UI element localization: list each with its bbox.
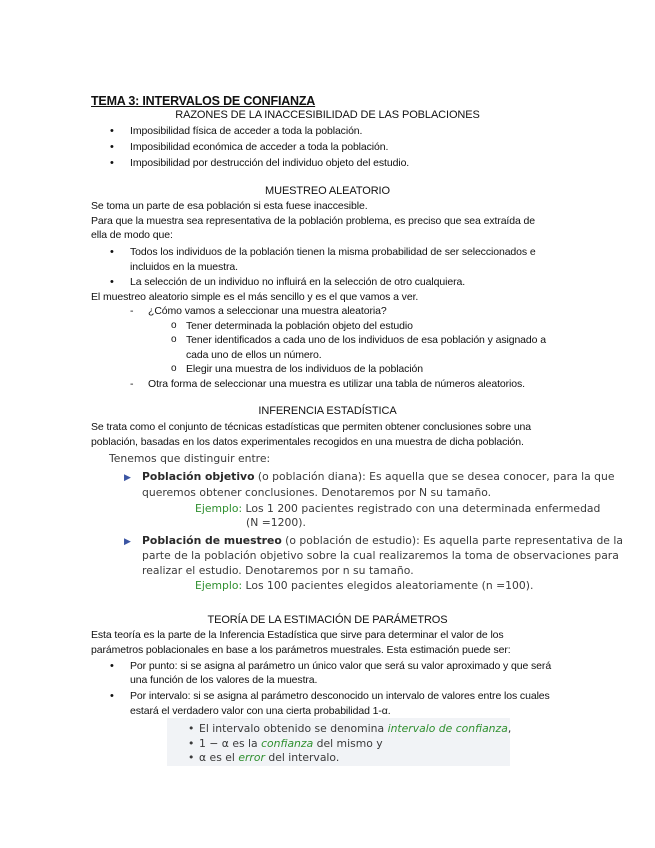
box-line — [199, 722, 511, 735]
example-text: Los 100 pacientes elegidos aleatoriamente (n =100). — [242, 579, 534, 592]
list-item: • Por intervalo: si se asigna al parámetro desconocido un intervalo de valores entre los cuales — [130, 690, 550, 702]
paragraph-line: población, basadas en los datos experimentales recogidos en una muestra de dicha población. — [91, 436, 524, 448]
sub-list-item: o Tener identificados a cada uno de los individuos de esa población y asignado a — [186, 334, 546, 346]
list-item-continuation: incluidos en la muestra. — [130, 261, 238, 273]
dash-item: - Otra forma de seleccionar una muestra es utilizar una tabla de números aleatorios. — [148, 378, 525, 390]
example-label: Ejemplo: — [195, 502, 243, 515]
highlight-term: intervalo de confianza — [387, 722, 508, 735]
box-text: α es el — [199, 751, 239, 764]
dash-item: - ¿Cómo vamos a seleccionar una muestra aleatoria? — [148, 305, 387, 317]
paragraph-line: Esta teoría es la parte de la Inferencia Estadística que sirve para determinar el valor de los — [91, 629, 504, 641]
list-item-continuation: una función de los valores de la muestra. — [130, 674, 318, 686]
box-text: 1 − α es la — [199, 737, 262, 750]
paragraph-line: ella de modo que: — [91, 229, 173, 241]
highlight-term: confianza — [261, 737, 314, 750]
embedded-intro: Tenemos que distinguir entre: — [109, 452, 271, 465]
section-heading-teoria: TEORÍA DE LA ESTIMACIÓN DE PARÁMETROS — [207, 614, 448, 626]
section-heading-inferencia: INFERENCIA ESTADÍSTICA — [258, 405, 397, 417]
sub-list-item: o Tener determinada la población objeto del estudio — [186, 320, 413, 332]
paragraph-line: Para que la muestra sea representativa de la población problema, es preciso que sea extraída de — [91, 215, 536, 227]
example-text: Los 1 200 pacientes registrado con una determinada enfermedad — [242, 502, 601, 515]
sub-list-item-continuation: cada uno de ellos un número. — [186, 349, 322, 361]
box-text: El intervalo obtenido se denomina — [199, 722, 388, 735]
list-item: • Por punto: si se asigna al parámetro un único valor que será su valor aproximado y que será — [130, 660, 551, 672]
example-line: (N =1200). — [246, 516, 306, 529]
triangle-bullet-icon: ▶ — [124, 472, 131, 482]
example-label: Ejemplo: — [195, 579, 243, 592]
highlight-term: error — [238, 751, 265, 764]
list-item-continuation: estará el verdadero valor con una cierta probabilidad 1-α. — [130, 705, 391, 717]
section-heading-razones: RAZONES DE LA INACCESIBILIDAD DE LAS POBLACIONES — [175, 109, 480, 121]
list-item: • La selección de un individuo no influirá en la selección de otro cualquiera. — [130, 276, 465, 288]
definition-text: (o población diana): Es aquella que se desea conocer, para la que — [254, 470, 615, 483]
section-heading-muestreo: MUESTREO ALEATORIO — [265, 185, 390, 197]
box-line — [199, 737, 383, 750]
definition-text: (o población de estudio): Es aquella parte representativa de la — [281, 534, 623, 547]
document-title: TEMA 3: INTERVALOS DE CONFIANZA — [91, 94, 316, 108]
example-line — [195, 502, 600, 515]
paragraph-line: Se toma un parte de esa población si esta fuese inaccesible. — [91, 200, 368, 212]
paragraph-line: El muestreo aleatorio simple es el más sencillo y es el que vamos a ver. — [91, 291, 419, 303]
list-item: • Imposibilidad por destrucción del individuo objeto del estudio. — [130, 157, 409, 169]
box-line — [199, 751, 339, 764]
definition-muestreo-line: realizar el estudio. Denotaremos por n su tamaño. — [142, 564, 414, 577]
sub-list-item: o Elegir una muestra de los individuos de la población — [186, 363, 423, 375]
list-item: • Imposibilidad física de acceder a toda la población. — [130, 125, 362, 137]
list-item: • Imposibilidad económica de acceder a toda la población. — [130, 141, 388, 153]
term-poblacion-muestreo: Población de muestreo — [142, 534, 282, 547]
list-item: • Todos los individuos de la población tienen la misma probabilidad de ser seleccionados e — [130, 246, 536, 258]
paragraph-line: Se trata como el conjunto de técnicas estadísticas que permiten obtener conclusiones sobre una — [91, 421, 532, 433]
example-line — [195, 579, 533, 592]
definition-muestreo-line: parte de la población objetivo sobre la cual realizaremos la toma de observaciones para — [142, 549, 619, 562]
definition-objetivo-line — [142, 470, 615, 483]
box-text: del intervalo. — [264, 751, 340, 764]
definition-muestreo-line — [142, 534, 623, 547]
box-text: , — [507, 722, 512, 735]
term-poblacion-objetivo: Población objetivo — [142, 470, 255, 483]
triangle-bullet-icon: ▶ — [124, 536, 131, 546]
box-text: del mismo y — [313, 737, 383, 750]
paragraph-line: parámetros poblacionales en base a los parámetros muestrales. Esta estimación puede ser: — [91, 644, 511, 656]
definition-objetivo-line: queremos obtener conclusiones. Denotaremos por N su tamaño. — [142, 486, 492, 499]
